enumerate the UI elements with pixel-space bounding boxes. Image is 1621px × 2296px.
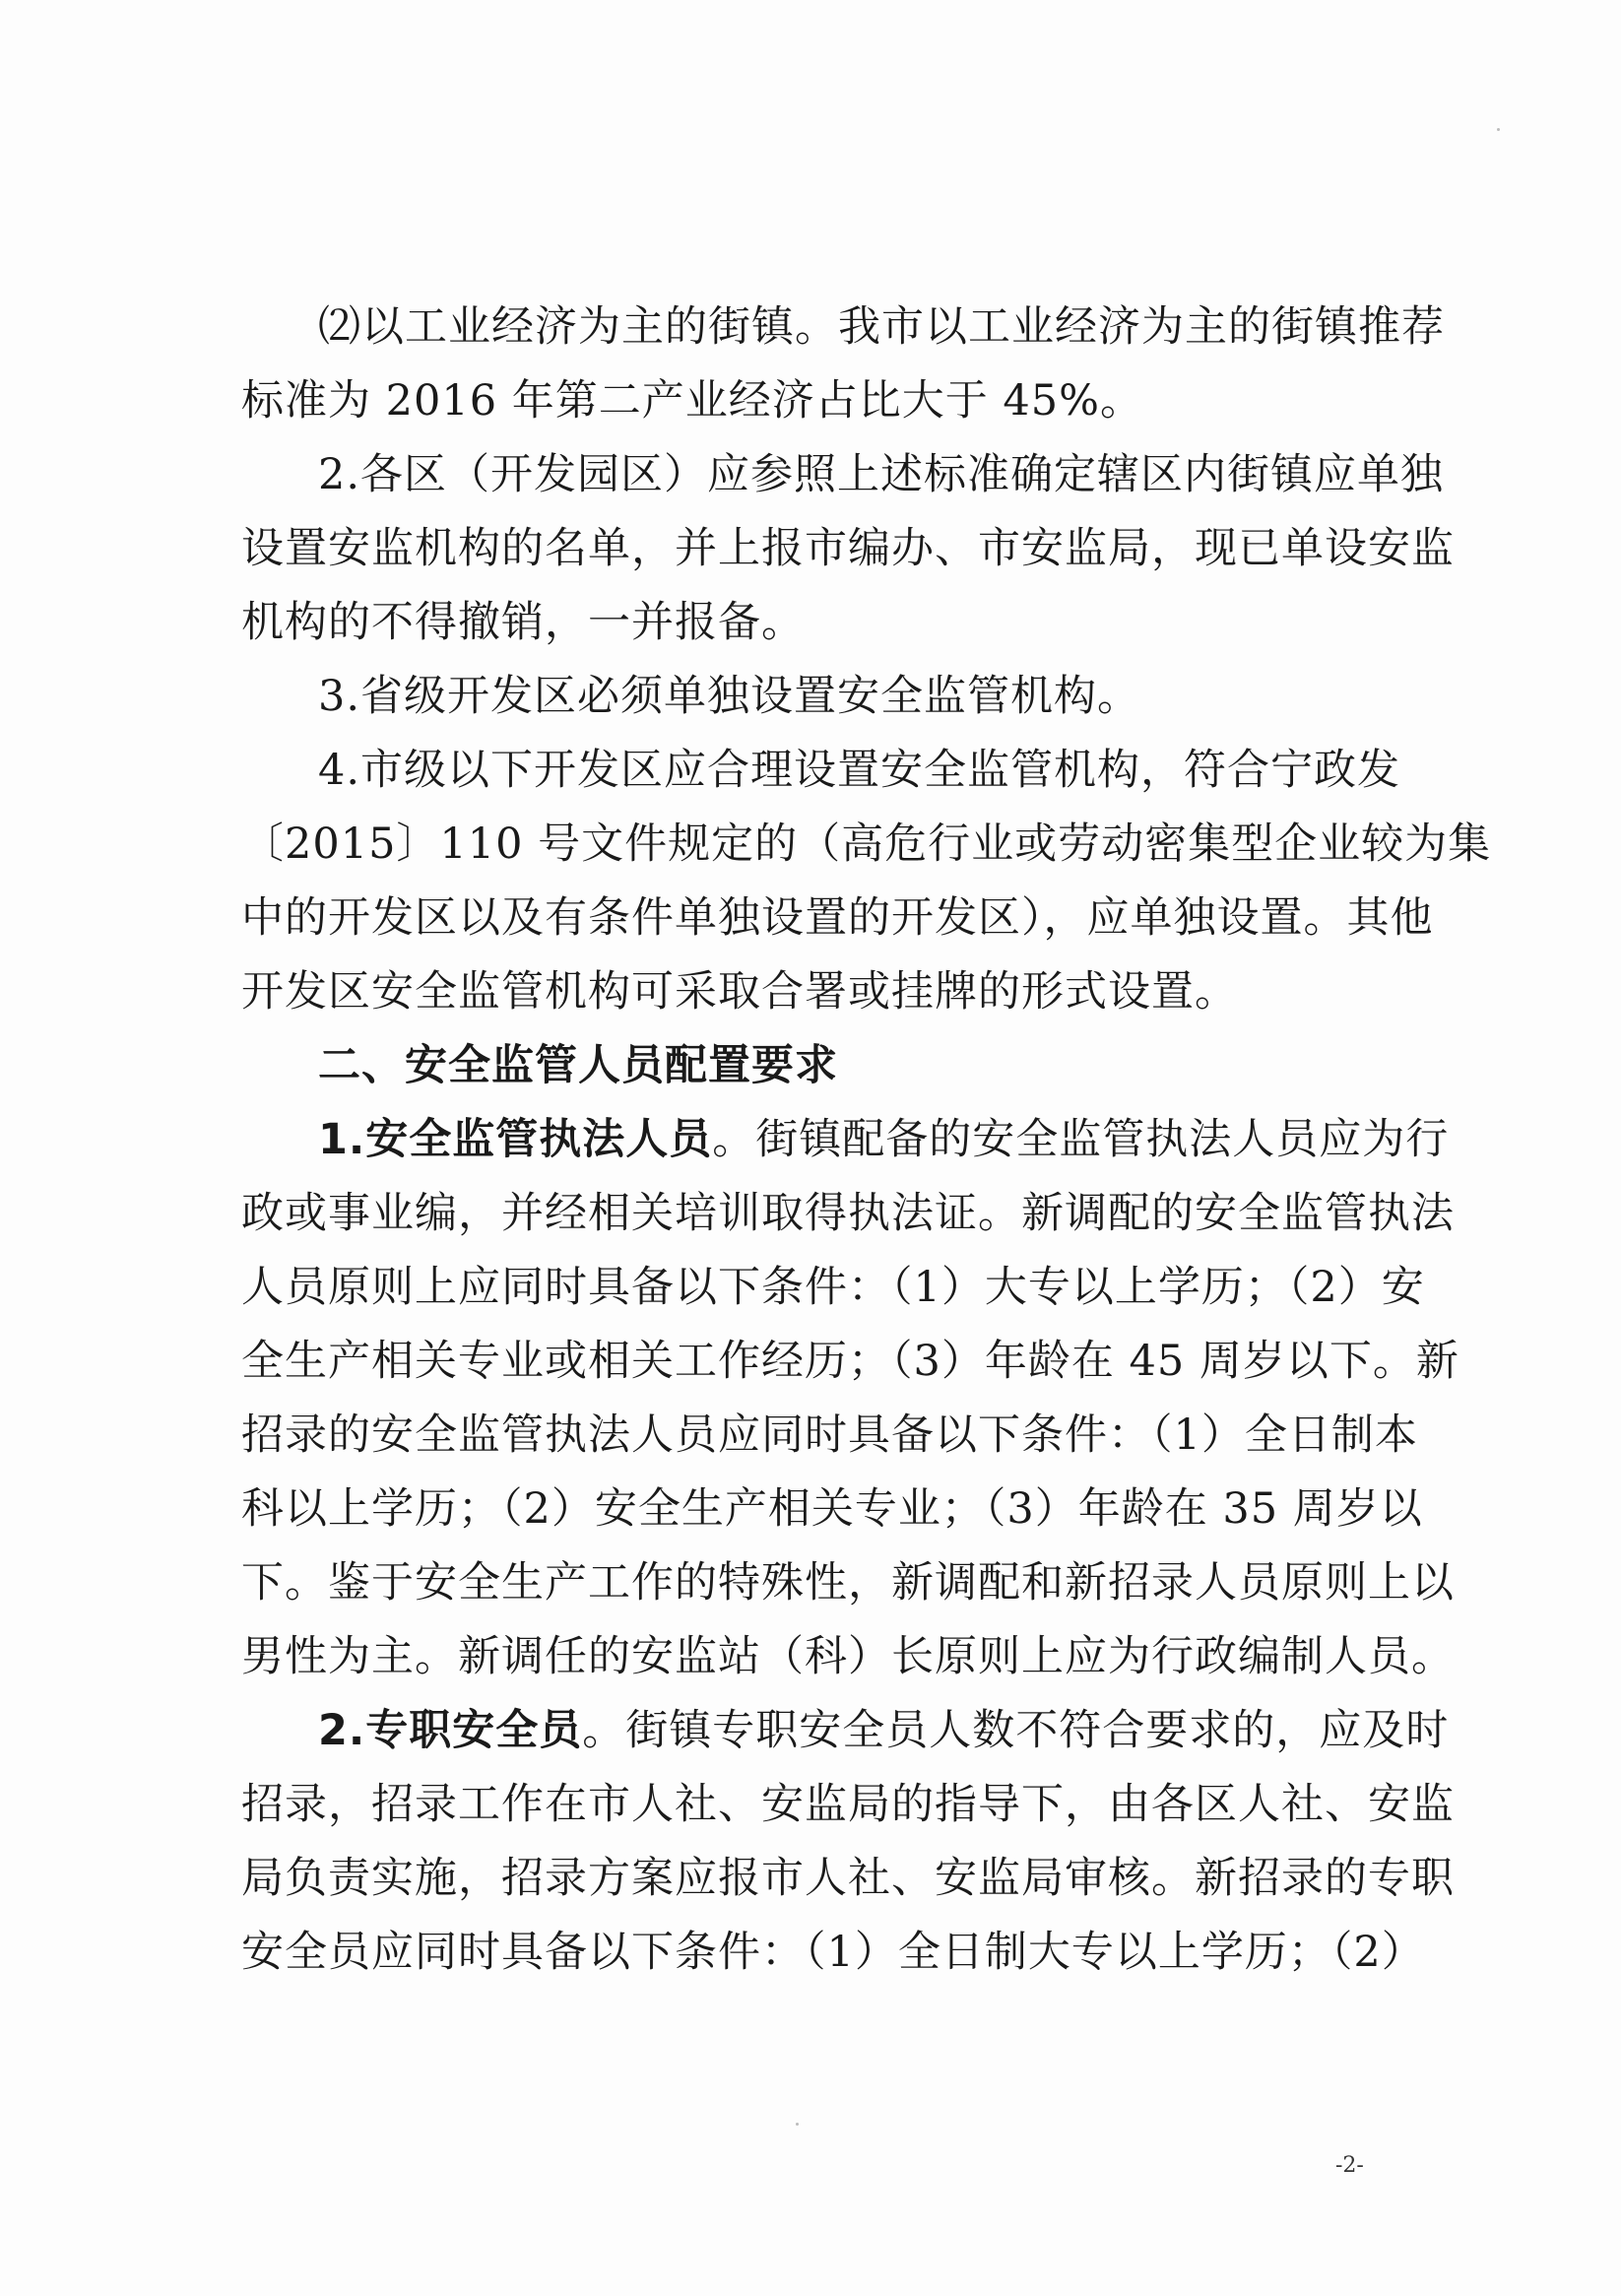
item-label: 1.安全监管执法人员: [318, 1115, 713, 1164]
text-line: 全生产相关专业或相关工作经历；（3）年龄在 45 周岁以下。新: [241, 1337, 1459, 1386]
document-body: [241, 291, 1492, 1990]
scan-speck: [1497, 128, 1500, 131]
text-line: 招录的安全监管执法人员应同时具备以下条件：（1）全日制本: [241, 1410, 1418, 1460]
text-line: ⑵以工业经济为主的街镇。我市以工业经济为主的街镇推荐: [318, 302, 1445, 352]
text-line: 标准为 2016 年第二产业经济占比大于 45%。: [241, 376, 1144, 426]
text-line: 政或事业编，并经相关培训取得执法证。新调配的安全监管执法: [241, 1189, 1455, 1238]
text-line: [241, 1694, 1450, 1768]
item-label: 2.专职安全员: [318, 1706, 583, 1755]
text-line: 〔2015〕110 号文件规定的（高危行业或劳动密集型企业较为集: [241, 820, 1492, 869]
text-line: 人员原则上应同时具备以下条件：（1）大专以上学历；（2）安: [241, 1263, 1425, 1312]
text-line: 安全员应同时具备以下条件：（1）全日制大专以上学历；（2）: [241, 1928, 1425, 1977]
paragraph-safety-officers: [241, 1694, 1455, 1990]
paragraph-municipal-zones: [241, 734, 1492, 1029]
page-number: -2-: [1335, 2153, 1364, 2178]
item-first-line: 。街镇配备的安全监管执法人员应为行: [712, 1115, 1450, 1164]
section-heading-text: 二、安全监管人员配置要求: [318, 1041, 838, 1090]
text-line: 下。鉴于安全生产工作的特殊性，新调配和新招录人员原则上以: [241, 1558, 1455, 1607]
scan-speck: [796, 2123, 799, 2126]
item-first-line: 。街镇专职安全员人数不符合要求的，应及时: [582, 1706, 1450, 1755]
section-heading: [241, 1029, 1374, 1103]
text-line: 科以上学历；（2）安全生产相关专业；（3）年龄在 35 周岁以: [241, 1484, 1423, 1534]
text-line: 机构的不得撤销，一并报备。: [241, 598, 805, 647]
text-line: 设置安监机构的名单，并上报市编办、市安监局，现已单设安监: [241, 524, 1455, 573]
paragraph-provincial-zones: [241, 660, 1374, 734]
text-line: 招录，招录工作在市人社、安监局的指导下，由各区人社、安监: [241, 1780, 1455, 1829]
paragraph-enforcement-staff: [241, 1103, 1459, 1694]
text-line: 4.市级以下开发区应合理设置安全监管机构，符合宁政发: [318, 746, 1401, 795]
text-line: 3.省级开发区必须单独设置安全监管机构。: [318, 672, 1141, 721]
paragraph-industrial-towns: [241, 291, 1445, 438]
text-line: 2.各区（开发园区）应参照上述标准确定辖区内街镇应单独: [318, 450, 1445, 499]
text-line: 中的开发区以及有条件单独设置的开发区），应单独设置。其他: [241, 893, 1434, 943]
text-line: 开发区安全监管机构可采取合署或挂牌的形式设置。: [241, 967, 1238, 1017]
paragraph-district-list: [241, 438, 1455, 660]
text-line: [241, 1103, 1450, 1177]
text-line: 男性为主。新调任的安监站（科）长原则上应为行政编制人员。: [241, 1632, 1455, 1681]
text-line: 局负责实施，招录方案应报市人社、安监局审核。新招录的专职: [241, 1854, 1455, 1903]
